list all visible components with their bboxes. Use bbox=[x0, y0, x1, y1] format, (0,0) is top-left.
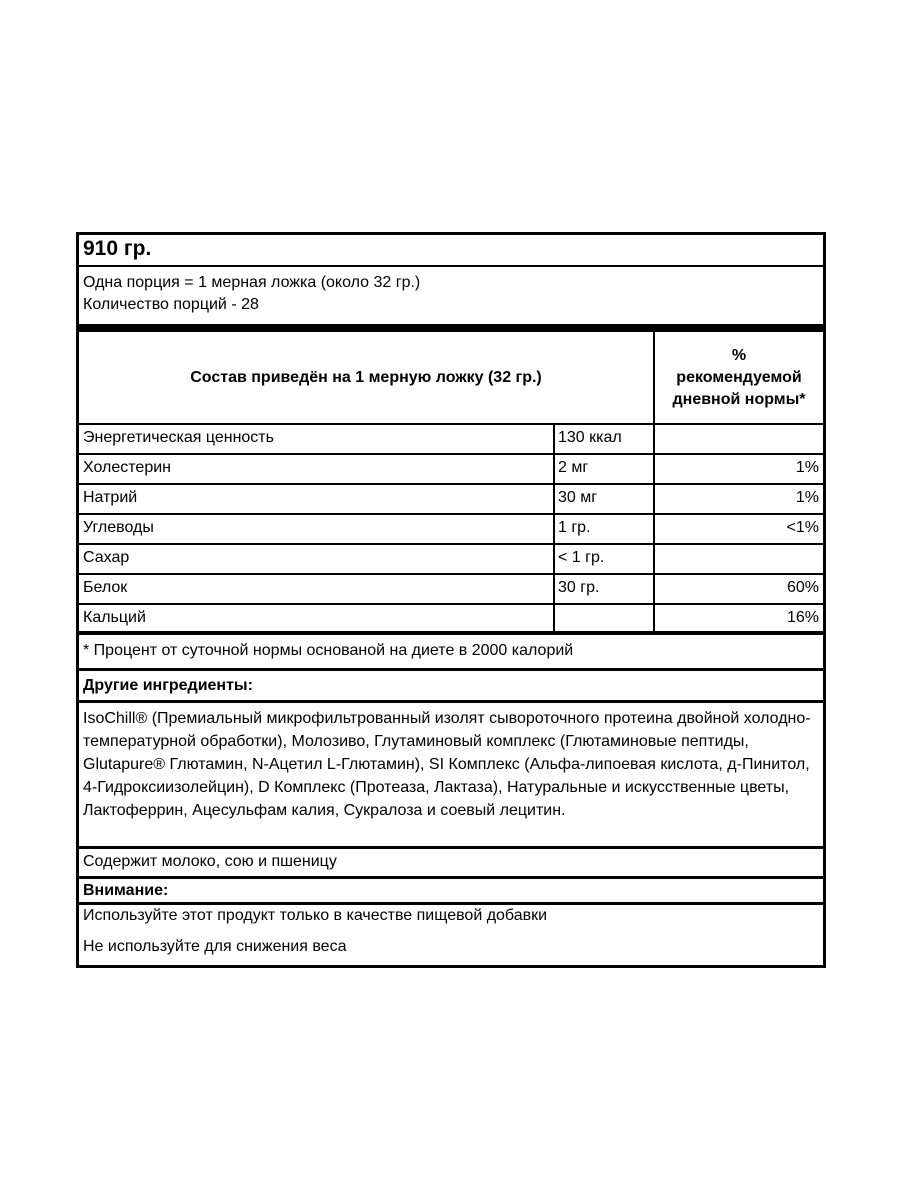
nutrient-percent: 1% bbox=[653, 485, 823, 513]
nutrient-percent bbox=[653, 425, 823, 453]
serving-info bbox=[79, 267, 823, 324]
table-row bbox=[79, 485, 823, 515]
nutrient-percent bbox=[653, 545, 823, 573]
nutrient-percent: 1% bbox=[653, 455, 823, 483]
nutrition-label bbox=[76, 232, 826, 968]
nutrient-amount: < 1 гр. bbox=[553, 545, 653, 573]
nutrient-amount: 1 гр. bbox=[553, 515, 653, 543]
header-daily-value bbox=[653, 332, 823, 423]
table-row bbox=[79, 425, 823, 455]
header-daily-value-line: рекомендуемой bbox=[676, 368, 802, 386]
other-ingredients-heading: Другие ингредиенты: bbox=[79, 671, 823, 703]
table-row bbox=[79, 605, 823, 631]
table-row bbox=[79, 575, 823, 605]
nutrient-percent: 60% bbox=[653, 575, 823, 603]
nutrient-percent: 16% bbox=[653, 605, 823, 631]
servings-count: Количество порций - 28 bbox=[83, 296, 259, 313]
table-row bbox=[79, 515, 823, 545]
serving-size: Одна порция = 1 мерная ложка (около 32 гр.) bbox=[83, 274, 421, 291]
warning-item: Не используйте для снижения веса bbox=[83, 938, 347, 955]
thick-divider bbox=[79, 324, 823, 332]
nutrient-name: Кальций bbox=[83, 609, 146, 626]
nutrient-name: Углеводы bbox=[83, 519, 154, 536]
header-composition: Состав приведён на 1 мерную ложку (32 гр.) bbox=[190, 368, 542, 386]
nutrient-name: Энергетическая ценность bbox=[83, 429, 274, 446]
nutrient-name: Натрий bbox=[83, 489, 138, 506]
allergen-statement: Содержит молоко, сою и пшеницу bbox=[79, 849, 823, 879]
nutrient-amount: 30 гр. bbox=[553, 575, 653, 603]
nutrient-name: Белок bbox=[83, 579, 128, 596]
nutrient-name: Сахар bbox=[83, 549, 130, 566]
nutrient-amount: 2 мг bbox=[553, 455, 653, 483]
nutrient-percent: <1% bbox=[653, 515, 823, 543]
footnote: * Процент от суточной нормы основаной на диете в 2000 калорий bbox=[79, 635, 823, 671]
warning-heading: Внимание: bbox=[79, 879, 823, 905]
warning-list bbox=[79, 905, 823, 965]
header-daily-value-line: % bbox=[731, 346, 747, 364]
table-row bbox=[79, 545, 823, 575]
header-daily-value-line: дневной нормы* bbox=[672, 390, 806, 408]
nutrient-amount bbox=[553, 605, 653, 631]
nutrient-name: Холестерин bbox=[83, 459, 171, 476]
other-ingredients-text: IsoChill® (Премиальный микрофильтрованный изолят сывороточного протеина двойной холодно-температурной обработки), Молозиво, Глутаминовый комплекс (Глютаминовые пептиды, Glutapure® Глютамин, N-Ацетил L-Глютамин), SI Комплекс (Альфа-липоевая кислота, д-Пинитол, 4-Гидроксиизолейцин), D Комплекс (Протеаза, Лактаза), Натуральные и искусственные цветы, Лактоферрин, Ацесульфам калия, Сукралоза и соевый лецитин. bbox=[79, 703, 823, 849]
net-weight: 910 гр. bbox=[79, 235, 823, 267]
table-row bbox=[79, 455, 823, 485]
nutrient-amount: 30 мг bbox=[553, 485, 653, 513]
nutrient-amount: 130 ккал bbox=[553, 425, 653, 453]
table-header bbox=[79, 332, 823, 425]
warning-item: Используйте этот продукт только в качестве пищевой добавки bbox=[83, 907, 548, 924]
